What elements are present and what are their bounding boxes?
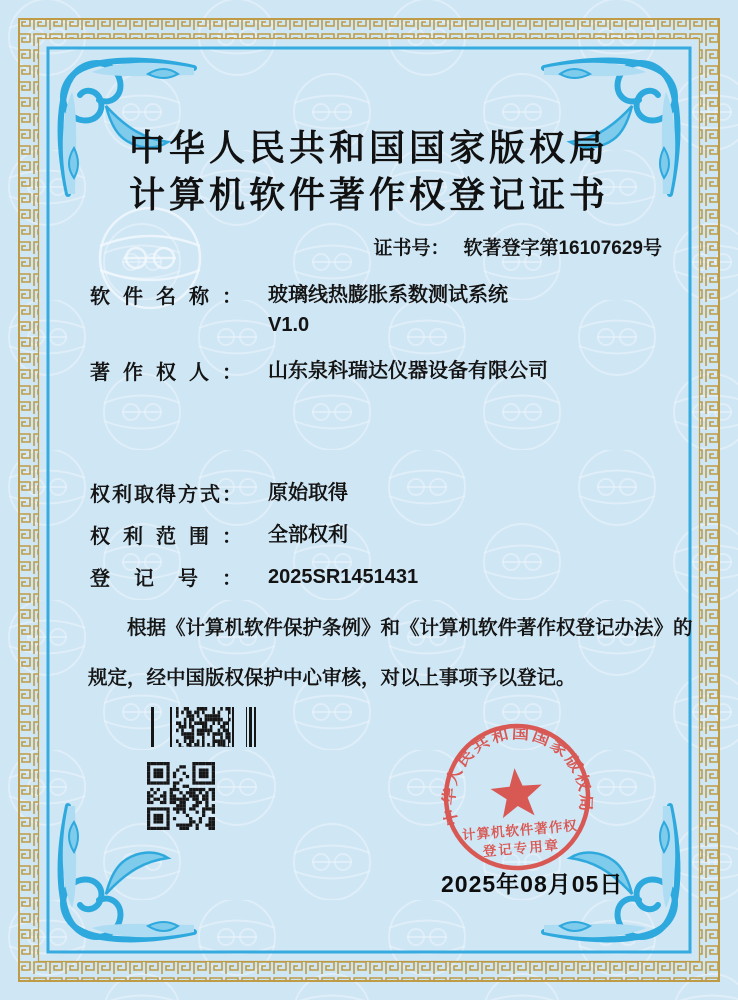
qr-code-icon	[147, 762, 215, 830]
field-label: 权利取得方式：	[90, 484, 242, 506]
software-name-value: 玻璃线热膨胀系数测试系统	[268, 284, 508, 306]
acquisition-method-value: 原始取得	[268, 482, 348, 504]
qr-code-image	[147, 762, 215, 830]
barcode-image	[148, 707, 256, 747]
barcode-1d-icon	[148, 707, 256, 747]
certificate-number	[373, 233, 662, 260]
statement-line-1: 根据《计算机软件保护条例》和《计算机软件著作权登记办法》的	[127, 617, 693, 639]
certificate-number-label: 证书号：	[373, 238, 450, 259]
field-label: 权利范围：	[90, 526, 242, 548]
copyright-owner-value: 山东泉科瑞达仪器设备有限公司	[268, 360, 548, 382]
field-value	[268, 280, 508, 340]
field-label: 著作权人：	[90, 362, 242, 384]
field-copyright-owner	[90, 356, 548, 386]
field-rights-scope	[90, 520, 348, 550]
five-pointed-star-icon	[489, 766, 544, 819]
field-registration-number	[90, 562, 418, 592]
registration-statement	[88, 612, 693, 690]
stamp-ring-text: 中华人民共和国国家版权局	[440, 725, 594, 828]
software-version-value: V1.0	[268, 314, 310, 336]
issue-date: 2025年08月05日	[441, 871, 624, 897]
field-label: 软件名称：	[90, 286, 242, 308]
field-acquisition-method	[90, 478, 348, 508]
registration-number-value: 2025SR1451431	[268, 566, 419, 588]
field-software-name	[90, 280, 508, 340]
stamp-line-2: 登记专用章	[482, 837, 561, 860]
certificate-number-value: 软著登字第16107629号	[463, 238, 662, 259]
rights-scope-value: 全部权利	[268, 524, 348, 546]
certificate-title: 计算机软件著作权登记证书	[128, 175, 609, 215]
official-seal-stamp	[422, 702, 613, 893]
field-label: 登记号：	[90, 568, 242, 590]
statement-line-2: 规定，经中国版权保护中心审核，对以上事项予以登记。	[88, 667, 576, 689]
stamp-line-1: 计算机软件著作权	[461, 817, 579, 843]
issuing-authority-title: 中华人民共和国国家版权局	[128, 128, 609, 168]
